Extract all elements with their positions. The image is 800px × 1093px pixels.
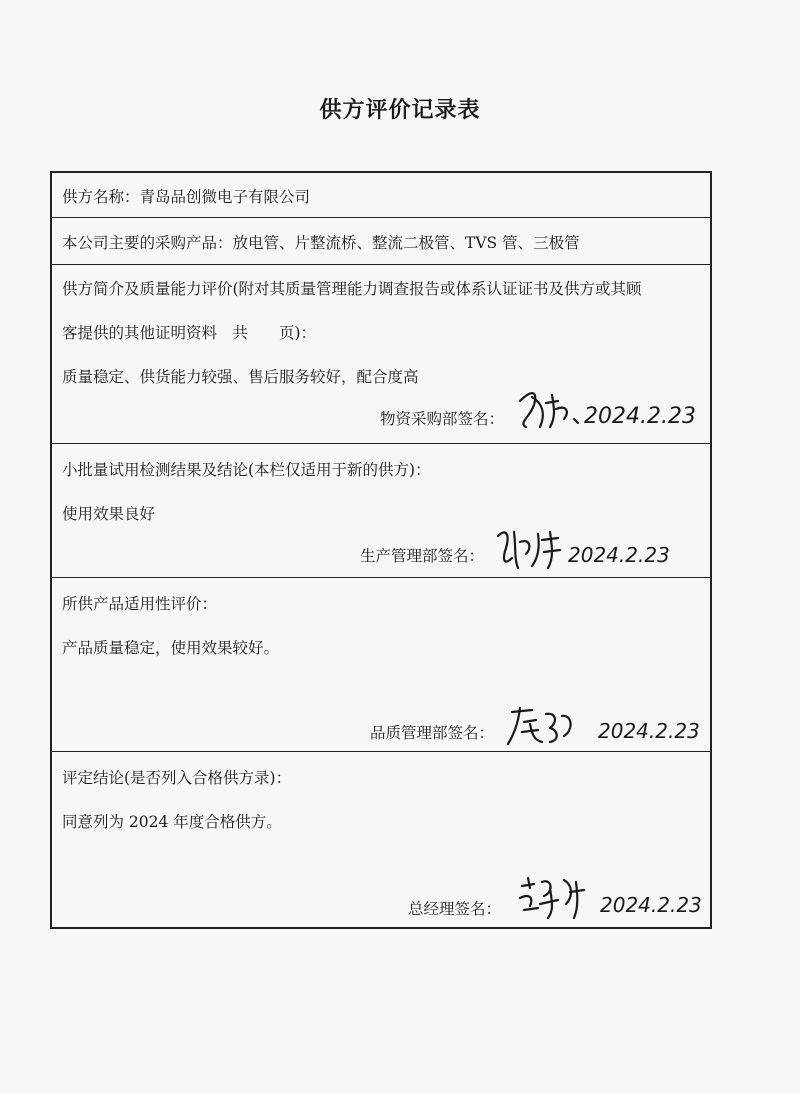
trial-content: 使用效果良好: [62, 505, 156, 523]
quality-signature: [502, 700, 722, 750]
trial-heading: 小批量试用检测结果及结论(本栏仅适用于新的供方)：: [62, 461, 431, 479]
trial-test-section: [52, 444, 710, 578]
production-sign-date: 2024.2.23: [568, 543, 670, 567]
supplier-name-row: [52, 173, 710, 218]
purchasing-sign-date: 2024.2.23: [584, 404, 696, 429]
purchasing-signature: [512, 383, 712, 433]
conclusion-section: [52, 752, 710, 927]
gm-sign-label: 总经理签名：: [408, 900, 502, 918]
conclusion-content: 同意列为 2024 年度合格供方。: [62, 813, 282, 831]
quality-sign-label: 品质管理部签名：: [370, 724, 495, 742]
supplier-name-text: 供方名称：青岛品创微电子有限公司: [62, 188, 311, 206]
form-title: 供方评价记录表: [319, 97, 481, 123]
intro-content: 质量稳定、供货能力较强、售后服务较好，配合度高: [62, 368, 419, 386]
supplier-evaluation-form: [50, 171, 712, 929]
intro-heading-line1: 供方简介及质量能力评价(附对其质量管理能力调查报告或体系认证证书及供方或其顾: [62, 280, 642, 298]
purchased-products-text: 本公司主要的采购产品：放电管、片整流桥、整流二极管、TVS 管、三极管: [62, 234, 580, 252]
gm-sign-date: 2024.2.23: [600, 893, 702, 917]
purchased-products-row: [52, 218, 710, 265]
suitability-section: [52, 578, 710, 752]
quality-sign-date: 2024.2.23: [598, 719, 700, 743]
production-signature: [492, 522, 692, 572]
supplier-intro-section: [52, 265, 710, 444]
suitability-content: 产品质量稳定，使用效果较好。: [62, 639, 280, 657]
gm-signature: [514, 868, 744, 924]
intro-heading-line2: 客提供的其他证明资料 共 页)：: [62, 324, 317, 342]
purchasing-sign-label: 物资采购部签名：: [380, 410, 505, 428]
suitability-heading: 所供产品适用性评价：: [62, 595, 218, 613]
production-sign-label: 生产管理部签名：: [360, 547, 485, 565]
conclusion-heading: 评定结论(是否列入合格供方录)：: [62, 769, 292, 787]
